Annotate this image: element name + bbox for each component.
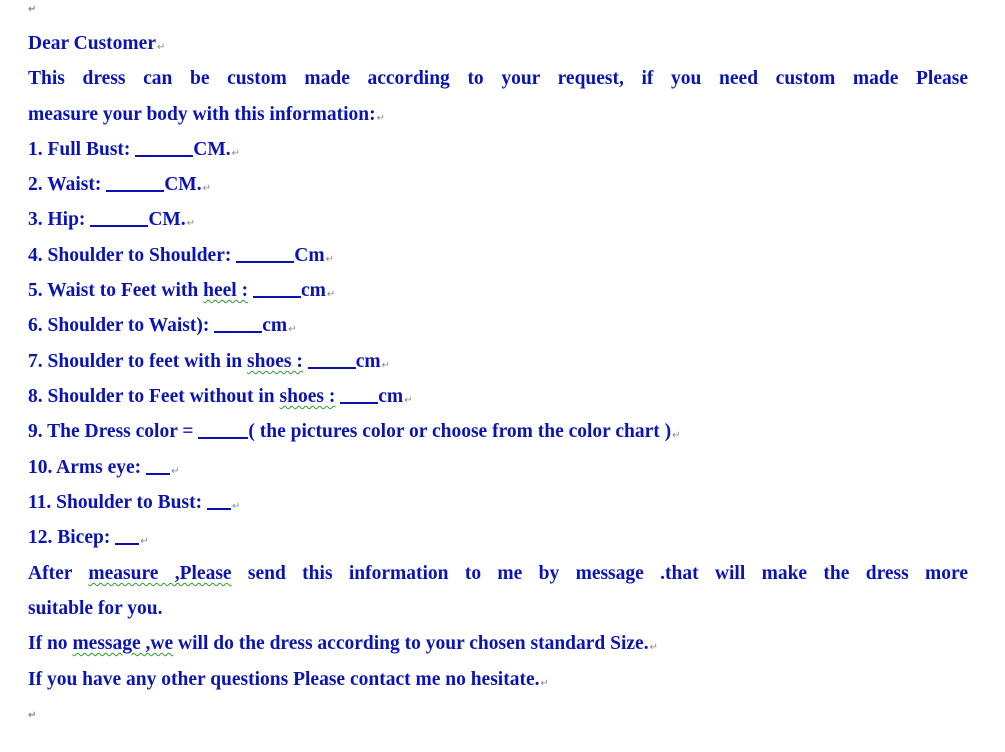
shoulder-bust-label: 11. Shoulder to Bust: bbox=[28, 492, 207, 513]
after-measure-line-1 bbox=[28, 562, 968, 586]
measure-line-4 bbox=[28, 244, 334, 272]
paragraph-mark: ↵ bbox=[171, 466, 180, 477]
after-measure-pre: After bbox=[28, 563, 89, 584]
paragraph-mark: ↵ bbox=[326, 289, 336, 300]
dress-color-note: ( the pictures color or choose from the color chart ) bbox=[248, 421, 672, 442]
shoulder-feet-noshoes-word: shoes : bbox=[279, 386, 336, 407]
dress-color-label: 9. The Dress color = bbox=[28, 421, 199, 442]
full-bust-label: 1. Full Bust: bbox=[28, 139, 136, 160]
paragraph-mark: ↵ bbox=[186, 218, 196, 229]
measure-line-2 bbox=[28, 173, 211, 201]
waist-feet-blank[interactable] bbox=[253, 280, 301, 298]
measure-line-11 bbox=[28, 491, 240, 519]
measure-line-10 bbox=[28, 456, 179, 484]
waist-feet-label: 5. Waist to Feet with bbox=[28, 280, 204, 301]
dress-color-blank[interactable] bbox=[198, 421, 248, 439]
measure-line-6 bbox=[28, 314, 296, 342]
intro-text-2: measure your body with this information: bbox=[28, 104, 376, 125]
no-message-line bbox=[28, 632, 658, 660]
paragraph-mark: ↵ bbox=[231, 501, 241, 512]
after-measure-post: send this information to me by message .that will make the dress more bbox=[231, 563, 968, 584]
greeting-text: Dear Customer bbox=[28, 33, 156, 54]
waist-feet-heel: heel : bbox=[203, 280, 249, 301]
paragraph-mark: ↵ bbox=[404, 395, 413, 406]
after-measure-text-2: suitable for you. bbox=[28, 598, 163, 619]
shoulder-shoulder-blank[interactable] bbox=[236, 245, 294, 263]
shoulder-feet-noshoes-label: 8. Shoulder to Feet without in bbox=[28, 386, 280, 407]
paragraph-mark: ↵ bbox=[140, 536, 149, 547]
bicep-blank[interactable] bbox=[115, 527, 139, 545]
measure-line-8 bbox=[28, 385, 413, 413]
measure-line-1 bbox=[28, 138, 240, 166]
after-measure-word: measure ,Please bbox=[88, 563, 232, 584]
after-measure-line-2 bbox=[28, 597, 163, 621]
paragraph-mark: ↵ bbox=[288, 324, 297, 335]
full-bust-blank[interactable] bbox=[135, 139, 193, 157]
paragraph-mark: ↵ bbox=[231, 148, 241, 159]
paragraph-mark: ↵ bbox=[156, 42, 166, 53]
questions-text: If you have any other questions Please contact me no hesitate. bbox=[28, 669, 540, 690]
intro-line-2 bbox=[28, 103, 385, 131]
paragraph-mark: ↵ bbox=[672, 430, 681, 441]
paragraph-mark-top: ↵ bbox=[28, 4, 37, 15]
paragraph-mark: ↵ bbox=[381, 360, 390, 371]
measure-line-9 bbox=[28, 420, 681, 448]
measure-line-7 bbox=[28, 350, 390, 378]
shoulder-waist-blank[interactable] bbox=[214, 315, 262, 333]
shoulder-shoulder-label: 4. Shoulder to Shoulder: bbox=[28, 245, 237, 266]
paragraph-mark: ↵ bbox=[649, 642, 658, 653]
shoulder-feet-noshoes-blank[interactable] bbox=[340, 386, 378, 404]
intro-text-1: This dress can be custom made according to your request, if you need custom made Please bbox=[28, 68, 968, 89]
no-message-word: message ,we bbox=[72, 633, 174, 654]
hip-unit: CM. bbox=[148, 209, 186, 230]
paragraph-mark: ↵ bbox=[376, 113, 385, 124]
paragraph-mark-bottom: ↵ bbox=[28, 710, 37, 721]
hip-blank[interactable] bbox=[90, 209, 148, 227]
full-bust-unit: CM. bbox=[193, 139, 231, 160]
questions-line bbox=[28, 668, 549, 696]
no-message-post: will do the dress according to your chosen standard Size. bbox=[173, 633, 649, 654]
shoulder-waist-label: 6. Shoulder to Waist): bbox=[28, 315, 215, 336]
bicep-label: 12. Bicep: bbox=[28, 527, 116, 548]
arms-eye-blank[interactable] bbox=[146, 457, 170, 475]
hip-label: 3. Hip: bbox=[28, 209, 91, 230]
waist-feet-unit: cm bbox=[300, 280, 326, 301]
no-message-pre: If no bbox=[28, 633, 73, 654]
shoulder-feet-noshoes-unit: cm bbox=[378, 386, 404, 407]
waist-label: 2. Waist: bbox=[28, 174, 107, 195]
paragraph-mark: ↵ bbox=[202, 183, 211, 194]
paragraph-mark: ↵ bbox=[325, 254, 334, 265]
shoulder-shoulder-unit: Cm bbox=[294, 245, 325, 266]
arms-eye-label: 10. Arms eye: bbox=[28, 457, 147, 478]
paragraph-mark: ↵ bbox=[540, 678, 549, 689]
shoulder-feet-shoes-unit: cm bbox=[355, 351, 381, 372]
shoulder-feet-shoes-blank[interactable] bbox=[308, 351, 356, 369]
shoulder-bust-blank[interactable] bbox=[207, 492, 231, 510]
measure-line-3 bbox=[28, 208, 195, 236]
waist-blank[interactable] bbox=[106, 174, 164, 192]
measure-line-5 bbox=[28, 279, 335, 307]
shoulder-feet-shoes-label: 7. Shoulder to feet with in bbox=[28, 351, 248, 372]
measure-line-12 bbox=[28, 526, 149, 554]
greeting-line bbox=[28, 32, 165, 60]
shoulder-waist-unit: cm bbox=[262, 315, 288, 336]
shoulder-feet-shoes-word: shoes : bbox=[247, 351, 303, 372]
waist-unit: CM. bbox=[164, 174, 202, 195]
intro-line-1 bbox=[28, 67, 968, 91]
